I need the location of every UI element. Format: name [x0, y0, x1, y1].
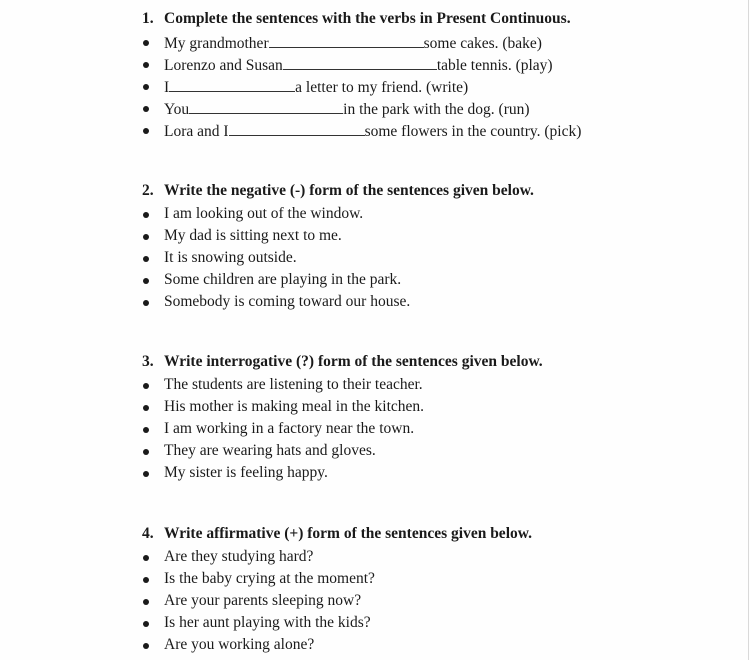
sentence: It is snowing outside.	[164, 249, 297, 266]
exercise-1-title: Complete the sentences with the verbs in Present Continuous.	[164, 10, 571, 27]
sentence-end: some flowers in the country. (pick)	[364, 123, 582, 140]
sentence: Are they studying hard?	[164, 548, 314, 565]
sentence: Somebody is coming toward our house.	[164, 293, 411, 310]
sentence-end: some cakes. (bake)	[423, 35, 542, 52]
bullet-icon	[143, 383, 149, 389]
bullet-icon	[143, 599, 149, 605]
sentence-start: You	[164, 101, 190, 118]
sentence-start: I	[164, 79, 170, 96]
list-item	[0, 293, 750, 315]
bullet-icon	[143, 256, 149, 262]
answer-blank[interactable]	[189, 99, 343, 114]
list-item	[0, 33, 750, 55]
list-item	[0, 614, 750, 636]
exercise-4-title: Write affirmative (+) form of the sentences given below.	[164, 525, 532, 542]
exercise-3-number: 3.	[142, 353, 154, 370]
bullet-icon	[143, 106, 149, 112]
list-item	[0, 548, 750, 570]
sentence: The students are listening to their teacher.	[164, 376, 423, 393]
sentence: My dad is sitting next to me.	[164, 227, 342, 244]
list-item	[0, 227, 750, 249]
sentence: Is her aunt playing with the kids?	[164, 614, 371, 631]
list-item	[0, 77, 750, 99]
bullet-icon	[143, 471, 149, 477]
exercise-2-number: 2.	[142, 182, 154, 199]
exercise-1-number: 1.	[142, 10, 154, 27]
bullet-icon	[143, 62, 149, 68]
list-item	[0, 570, 750, 592]
sentence: Some children are playing in the park.	[164, 271, 402, 288]
bullet-icon	[143, 621, 149, 627]
list-item	[0, 636, 750, 658]
bullet-icon	[143, 449, 149, 455]
bullet-icon	[143, 234, 149, 240]
list-item	[0, 376, 750, 398]
exercise-2-heading	[142, 182, 534, 200]
list-item	[0, 205, 750, 227]
sentence-start: My grandmother	[164, 35, 269, 52]
sentence-end: table tennis. (play)	[436, 57, 553, 74]
list-item	[0, 249, 750, 271]
exercise-3-title: Write interrogative (?) form of the sentences given below.	[164, 353, 543, 370]
answer-blank[interactable]	[283, 55, 437, 70]
sentence-start: Lora and I	[164, 123, 229, 140]
bullet-icon	[143, 128, 149, 134]
exercise-3-heading	[142, 353, 543, 371]
bullet-icon	[143, 84, 149, 90]
exercise-2-title: Write the negative (-) form of the sentences given below.	[164, 182, 534, 199]
sentence: Are you working alone?	[164, 636, 315, 653]
sentence: His mother is making meal in the kitchen.	[164, 398, 425, 415]
bullet-icon	[143, 577, 149, 583]
list-item	[0, 398, 750, 420]
exercise-1-heading	[142, 10, 571, 28]
bullet-icon	[143, 40, 149, 46]
bullet-icon	[143, 300, 149, 306]
sentence-end: in the park with the dog. (run)	[343, 101, 530, 118]
bullet-icon	[143, 427, 149, 433]
list-item	[0, 420, 750, 442]
list-item	[0, 592, 750, 614]
sentence-start: Lorenzo and Susan	[164, 57, 283, 74]
answer-blank[interactable]	[229, 121, 365, 136]
sentence: Is the baby crying at the moment?	[164, 570, 375, 587]
sentence: Are your parents sleeping now?	[164, 592, 362, 609]
answer-blank[interactable]	[169, 77, 295, 92]
sentence: I am working in a factory near the town.	[164, 420, 415, 437]
list-item	[0, 464, 750, 486]
exercise-4-number: 4.	[142, 525, 154, 542]
bullet-icon	[143, 555, 149, 561]
sentence: My sister is feeling happy.	[164, 464, 328, 481]
answer-blank[interactable]	[269, 33, 424, 48]
list-item	[0, 121, 750, 143]
sentence: They are wearing hats and gloves.	[164, 442, 376, 459]
list-item	[0, 442, 750, 464]
bullet-icon	[143, 212, 149, 218]
bullet-icon	[143, 643, 149, 649]
bullet-icon	[143, 278, 149, 284]
list-item	[0, 271, 750, 293]
list-item	[0, 99, 750, 121]
exercise-4-heading	[142, 525, 532, 543]
sentence: I am looking out of the window.	[164, 205, 364, 222]
bullet-icon	[143, 405, 149, 411]
sentence-end: a letter to my friend. (write)	[295, 79, 469, 96]
list-item	[0, 55, 750, 77]
